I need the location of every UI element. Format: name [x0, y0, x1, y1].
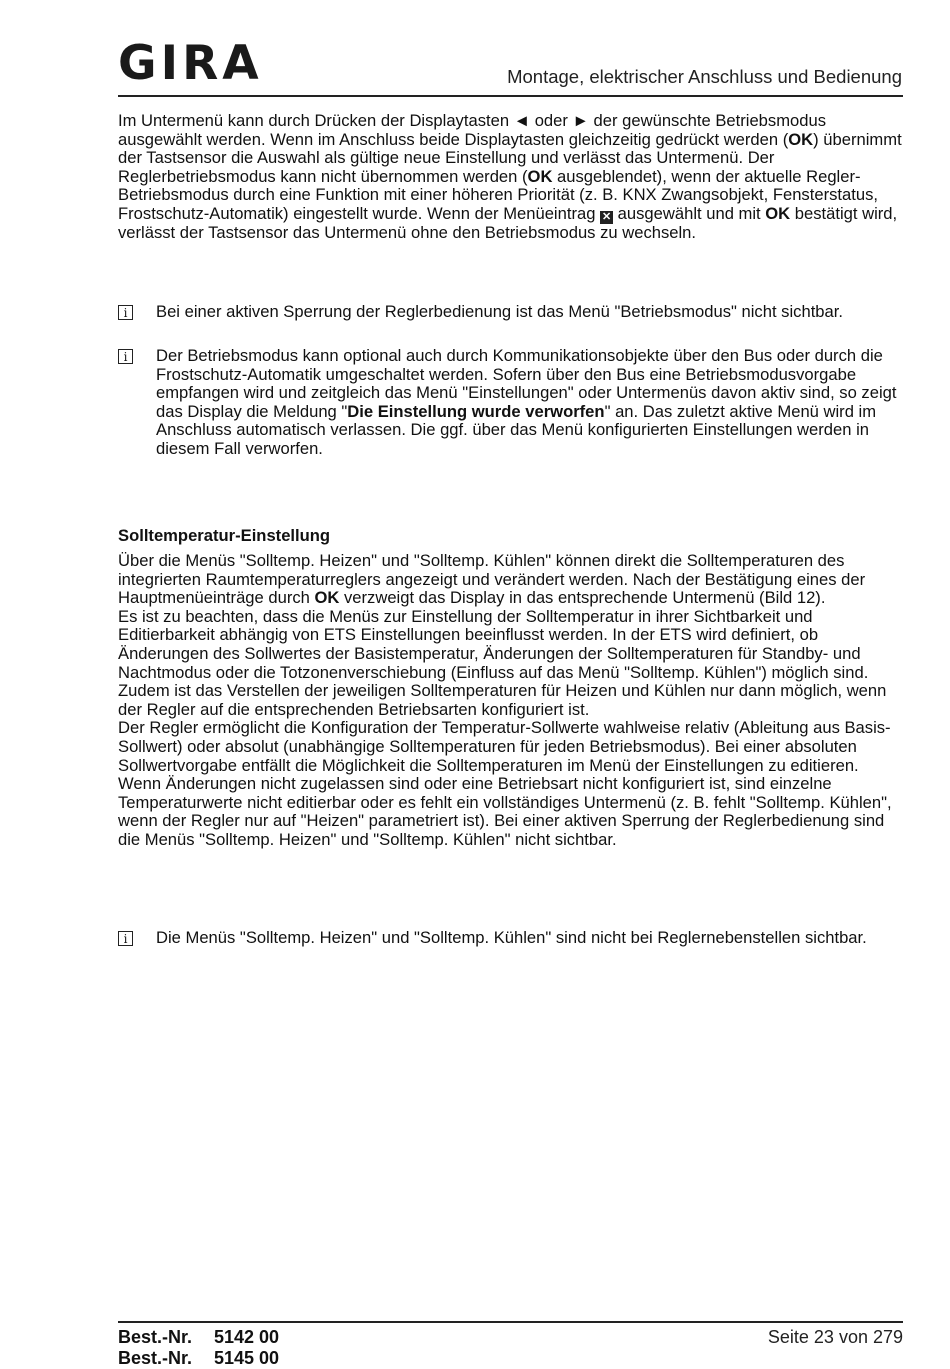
section-body: [118, 552, 908, 850]
gira-logo: GIRA: [118, 36, 263, 91]
paragraph: Über die Menüs "Solltemp. Heizen" und "Solltemp. Kühlen" können direkt die Solltemperaturen des integrierten Raumtemperaturreglers angezeigt und verändert werden. Nach der Bestätigung eines der Hauptmenüeinträge durch OK verzweigt das Display in das entsprechende Untermenü (Bild 12).: [118, 551, 866, 608]
header-title: Montage, elektrischer Anschluss und Bedienung: [507, 66, 902, 87]
paragraph: Wenn Änderungen nicht zugelassen sind oder eine Betriebsart nicht konfiguriert ist, sind einzelne Temperaturwerte nicht editierbar oder es fehlt ein vollständiges Untermenü (z. B. fehlt "Solltemp. Kühlen", wenn der Regler nur auf "Heizen" parametriert ist). Bei einer aktiven Sperrung der Reglerbedienung sind die Menüs "Solltemp. Heizen" und "Solltemp. Kühlen" nicht sichtbar.: [118, 774, 892, 849]
paragraph: Der Regler ermöglicht die Konfiguration der Temperatur-Sollwerte wahlweise relativ (Ableitung aus Basis-Sollwert) oder absolut (unabhängige Solltemperaturen für jeden Betriebsmodus). Bei einer absoluten Sollwertvorgabe entfällt die Möglichkeit die Solltemperaturen im Menü der Einstellungen zu editieren.: [118, 718, 891, 775]
section-heading: Solltemperatur-Einstellung: [118, 526, 331, 545]
cancel-entry-icon: ✕: [601, 210, 612, 223]
info-icon: i: [118, 349, 133, 364]
info-icon: i: [118, 305, 133, 320]
page-number: Seite 23 von 279: [767, 1327, 903, 1347]
header-rule: [118, 95, 903, 97]
intro-paragraph: Im Untermenü kann durch Drücken der Displaytasten ◄ oder ► der gewünschte Betriebsmodus ausgewählt werden. Wenn im Anschluss beide Displaytasten gleichzeitig gedrückt werden (OK) übernimmt der Tastsensor die Auswahl als gültige neue Einstellung und verlässt das Untermenü. Der Reglerbetriebsmodus kann nicht übernommen werden (OK ausgeblendet), wenn der aktuelle Regler-Betriebsmodus durch eine Funktion mit einer höheren Priorität (z. B. KNX Zwangsobjekt, Fensterstatus, Frostschutz-Automatik) eingestellt wurde. Wenn der Menüeintrag ✕ ausgewählt und mit OK bestätigt wird, verlässt der Tastsensor das Untermenü ohne den Betriebsmodus zu wechseln.: [118, 111, 902, 242]
info-note: i Der Betriebsmodus kann optional auch durch Kommunikationsobjekte über den Bus oder durch die Frostschutz-Automatik umgeschaltet werden. Sofern über den Bus eine Betriebsmodusvorgabe empfangen wird und zeitgleich das Menü "Einstellungen" oder Untermenüs davon aktiv sind, so zeigt das Display die Meldung "Die Einstellung wurde verworfen" an. Das zuletzt aktive Menü wird im Anschluss automatisch verlassen. Die ggf. über das Menü konfigurierten Einstellungen werden in diesem Fall verworfen.: [118, 347, 908, 459]
footer-rule: [118, 1321, 903, 1323]
paragraph: Es ist zu beachten, dass die Menüs zur Einstellung der Solltemperatur in ihrer Sichtbarkeit und Editierbarkeit abhängig von ETS Einstellungen beeinflusst werden. In der ETS wird definiert, ob Änderungen des Sollwertes der Basistemperatur, Änderungen der Solltemperaturen für Standby- und Nachtmodus oder die Totzonenverschiebung (Einfluss auf das Menü "Solltemp. Kühlen") möglich sind. Zudem ist das Verstellen der jeweiligen Solltemperaturen für Heizen und Kühlen nur dann möglich, wenn der Regler auf die entsprechenden Betriebsarten konfiguriert ist.: [118, 606, 887, 719]
info-icon: i: [118, 931, 133, 946]
info-note: i Die Menüs "Solltemp. Heizen" und "Solltemp. Kühlen" sind nicht bei Reglernebenstellen sichtbar.: [118, 929, 908, 948]
order-numbers: Best.-Nr. 5142 00 Best.-Nr. 5145 00: [118, 1327, 280, 1368]
info-note: i Bei einer aktiven Sperrung der Reglerbedienung ist das Menü "Betriebsmodus" nicht sichtbar.: [118, 303, 908, 322]
